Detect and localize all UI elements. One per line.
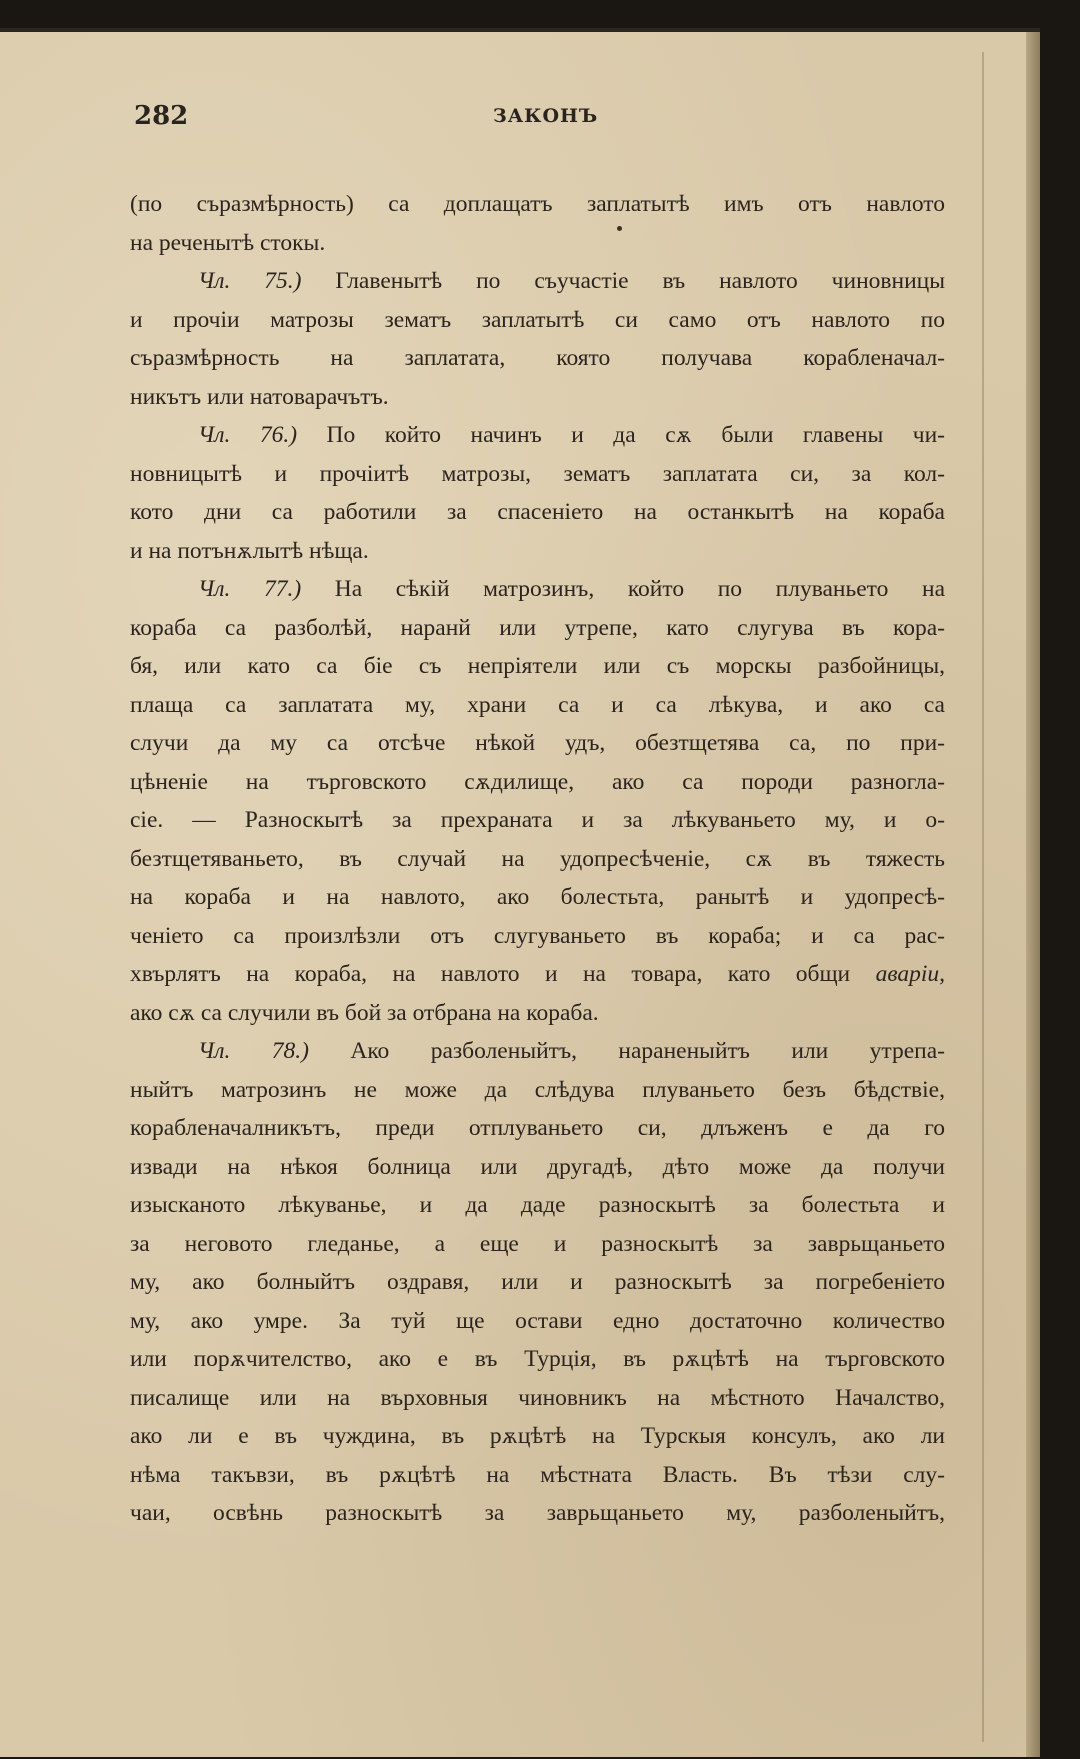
text-line: му, ако умре. За туй ще остави едно достаточно количество [130,1307,945,1334]
text-line: никътъ или натоварачътъ. [130,383,389,410]
text-line: и прочіи матрозы зематъ заплатытѣ си само отъ навлото по [130,306,945,333]
text-line-content: хвърлятъ на кораба, на навлото и на товара, като общи [130,961,851,987]
text-line: ако ли е въ чуждина, въ рѫцѣтѣ на Турскыя консулъ, ако ли [130,1423,945,1449]
text-line: ныйтъ матрозинъ не може да слѣдува плуваньето безъ бѣдствіе, [130,1076,945,1103]
text-line: изысканото лѣкуванье, и да даде разноскытѣ за болестьта и [130,1192,945,1218]
article-76 [130,416,945,570]
text-line: на реченытѣ стокы. [130,229,326,256]
text-line: бя, или като са біе съ непріятели или съ морскы разбойницы, [130,653,945,679]
text-line: за неговото гледанье, а еще и разноскытѣ за заврьщаньето [130,1230,945,1257]
text-line: случи да му са отсѣче нѣкой удъ, обезтщетява са, по при- [130,730,945,756]
article-78 [130,1032,945,1533]
text-line-content: Ако разболеныйтъ, нараненыйтъ или утрепа- [350,1038,945,1064]
text-line [130,570,945,609]
text-line: сіе. — Разноскытѣ за прехраната и за лѣкуваньето му, и о- [130,807,945,833]
text-line-content: На сѣкій матрозинъ, който по плуваньето на [334,576,945,602]
article-75 [130,262,945,416]
text-line: на кораба и на навлото, ако болестьта, ранытѣ и удопресѣ- [130,884,945,910]
text-line: кото дни са работили за спасеніето на останкытѣ на кораба [130,499,945,525]
text-line: корабленачалникътъ, преди отплуваньето си, длъженъ е да го [130,1115,945,1141]
article-label: Чл. 75.) [198,268,302,294]
text-line: (по съразмѣрность) са доплащатъ заплатытѣ имъ отъ навлото [130,191,945,217]
article-77 [130,570,945,1032]
body-text [130,185,945,1533]
text-line: съразмѣрность на заплатата, която получава корабленачал- [130,345,945,371]
article-label: Чл. 77.) [198,576,302,602]
text-line [130,1032,945,1071]
text-line: нѣма такъвзи, въ рѫцѣтѣ на мѣстната Власть. Въ тѣзи слу- [130,1461,945,1488]
text-line: плаща са заплатата му, храни са и са лѣкува, и ако са [130,691,945,718]
paragraph-continuation [130,185,945,262]
text-line: и на потънѫлытѣ нѣща. [130,537,369,564]
text-line: ако сѫ са случили въ бой за отбрана на кораба. [130,999,599,1026]
text-line-content: Главенытѣ по съучастіе въ навлото чиновницы [335,268,945,294]
page-fold-line [982,52,984,1742]
text-line-content: По който начинъ и да сѫ были главены чи- [326,422,945,448]
text-line: цѣненіе на търговското сѫдилище, ако са породи разногла- [130,768,945,795]
text-line: кораба са разболѣй, наранй или утрепе, като слугува въ кора- [130,614,945,641]
page-number: 282 [134,101,189,131]
page-edge [1026,32,1040,1757]
article-label: Чл. 76.) [198,422,298,448]
text-line: чаи, освѣнь разноскытѣ за заврьщаньето му, разболеныйтъ, [130,1500,945,1526]
text-line: ченіето са произлѣзли отъ слугуваньето въ кораба; и са рас- [130,922,945,949]
text-line: безтщетяваньето, въ случай на удопресѣченіе, сѫ въ тяжесть [130,845,945,872]
article-label: Чл. 78.) [198,1038,309,1064]
text-line: му, ако болныйтъ оздравя, или и разноскытѣ за погребеніето [130,1269,945,1295]
text-line: или порѫчителство, ако е въ Турція, въ рѫцѣтѣ на търговското [130,1346,945,1372]
text-line: извади на нѣкоя болница или другадѣ, дѣто може да получи [130,1153,945,1180]
page-header [130,101,960,141]
text-line: новницытѣ и прочіитѣ матрозы, зематъ заплатата си, за кол- [130,460,945,487]
text-line: писалище или на върховныя чиновникъ на мѣстното Началство, [130,1384,945,1411]
text-line [130,416,945,455]
italic-term: аваріи, [875,961,945,987]
text-line [130,955,945,994]
text-line [130,262,945,301]
running-title: ЗАКОНЪ [493,105,599,127]
